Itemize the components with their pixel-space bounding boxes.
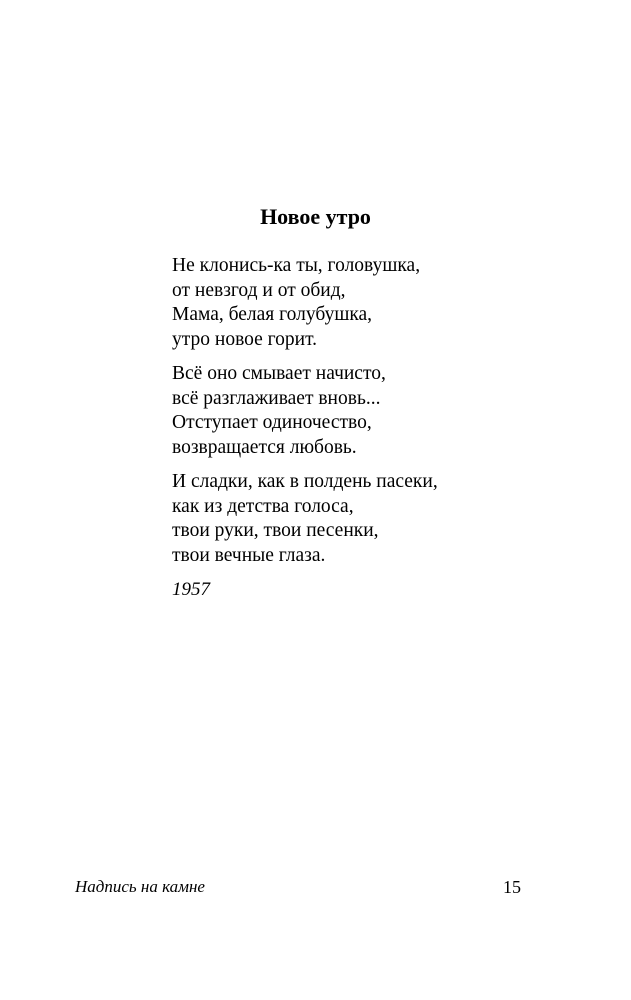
poem-line: твои руки, твои песенки, [172,520,379,541]
poem-line: как из детства голоса, [172,495,354,517]
poem-line: твои вечные глаза. [172,544,326,566]
stanza-2 [172,362,532,460]
poem-line: от невзгод и от обид, [172,279,346,301]
poem-line: Отступает одиночество, [172,412,372,433]
poem-title: Новое утро [260,204,371,229]
poem-line: И сладки, как в полдень пасеки, [172,471,438,492]
poem-line: Не клонись-ка ты, головушка, [172,255,421,276]
page-number: 15 [503,877,521,897]
poem-line: возвращается любовь. [172,436,357,458]
stanza-3 [172,470,532,568]
poem-body [172,254,532,602]
poem-line: Всё оно смывает начисто, [172,363,386,384]
poem-line: всё разглаживает вновь... [172,387,381,409]
running-title: Надпись на камне [75,877,205,896]
stanza-1 [172,254,532,352]
poem-date: 1957 [172,579,210,600]
poem-line: Мама, белая голубушка, [172,304,373,325]
poem-line: утро новое горит. [172,328,318,350]
